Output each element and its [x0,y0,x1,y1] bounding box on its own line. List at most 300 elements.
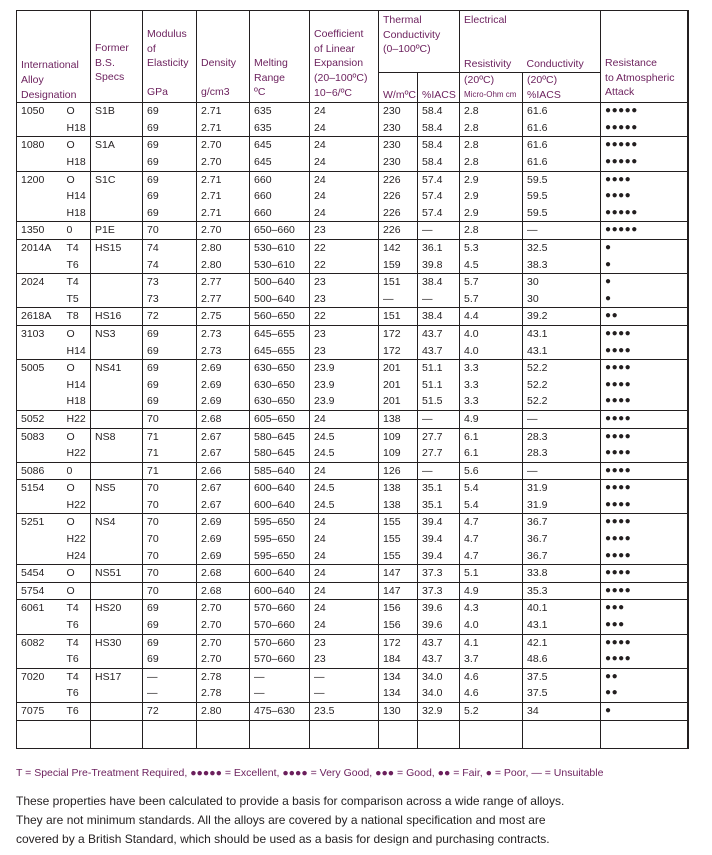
header-linear-expansion: Coefficient of Linear Expansion (20–100ºC) 10−6/ºC [310,11,379,103]
conductivity-value: 36.7 [527,533,548,546]
temper-value: H18 [66,121,86,134]
thermal-wm-value: 156 [383,619,401,632]
conductivity-cell [523,634,601,668]
blank-cell [601,720,689,748]
bs-spec-cell [91,703,143,721]
modulus-cell [143,462,197,480]
atmospheric-rating-value: ●● [605,670,619,682]
bs-spec-text: HS16 [95,310,122,323]
bs-spec-text: NS5 [95,482,116,495]
thermal-wm-cell [379,565,418,583]
resistivity-value: 2.8 [464,121,479,134]
temper-value: T4 [66,636,79,649]
alloy-designation-cell: 1050 [17,103,63,137]
modulus-value: 69 [147,395,159,408]
atmospheric-rating-cell [601,634,689,668]
melting-range-value: 600–640 [254,567,295,580]
alloy-designation-cell: 5454 [17,565,63,583]
expansion-value: 24 [314,105,326,118]
alloy-designation-cell: 7020 [17,668,63,702]
modulus-value: 71 [147,464,159,477]
temper-value: H18 [66,395,86,408]
temper-cell [63,462,91,480]
thermal-wm-cell [379,239,418,273]
atmospheric-rating-cell [601,480,689,514]
expansion-value: 24.5 [314,498,335,511]
thermal-iacs-cell [418,480,460,514]
thermal-wm-value: 147 [383,567,401,580]
thermal-wm-value: 226 [383,190,401,203]
expansion-value: 24 [314,190,326,203]
temper-cell [63,171,91,222]
temper-cell [63,325,91,359]
expansion-value: 23 [314,636,326,649]
atmospheric-rating-value: ●●●●● [605,224,638,236]
melting-range-cell [250,274,310,308]
modulus-value: 69 [147,121,159,134]
thermal-iacs-value: 32.9 [422,705,443,717]
melting-range-value: 595–650 [254,533,295,546]
melting-range-cell [250,480,310,514]
modulus-value: 70 [147,498,159,511]
melting-range-value: 660 [254,190,272,203]
atmospheric-rating-value: ●●●● [605,567,632,579]
modulus-cell [143,171,197,222]
resistivity-cell [460,480,523,514]
alloy-designation-cell: 5754 [17,582,63,600]
thermal-wm-cell [379,668,418,702]
resistivity-value: 2.8 [464,156,479,168]
expansion-value: 24 [314,139,326,152]
density-value: 2.80 [201,241,222,254]
thermal-wm-value: 155 [383,533,401,546]
expansion-value: 23 [314,344,326,357]
thermal-iacs-cell [418,222,460,240]
melting-range-value: 645–655 [254,327,295,340]
modulus-value: 69 [147,344,159,357]
alloy-row [17,703,689,721]
melting-range-value: 475–630 [254,705,295,717]
atmospheric-rating-value: ● [605,276,612,288]
thermal-iacs-value: 58.4 [422,156,443,168]
alloy-row [17,222,689,240]
modulus-cell [143,410,197,428]
melting-range-value: 560–650 [254,310,295,323]
thermal-iacs-value: 57.4 [422,173,443,186]
expansion-cell [310,634,379,668]
density-cell [197,360,250,411]
expansion-value: — [314,670,325,683]
atmospheric-rating-value: ●●●● [605,498,632,510]
alloy-designation-cell: 6061 [17,600,63,634]
alloy-row [17,360,689,411]
expansion-value: 22 [314,310,326,323]
thermal-iacs-value: — [422,464,433,477]
conductivity-value: 38.3 [527,258,548,271]
modulus-value: 69 [147,139,159,152]
alloy-designation-cell: 5251 [17,514,63,565]
modulus-cell [143,703,197,721]
atmospheric-rating-cell [601,325,689,359]
conductivity-cell [523,582,601,600]
header-atmospheric-resistance: Resistance to Atmospheric Attack [601,11,689,103]
temper-value: T8 [66,310,79,323]
thermal-iacs-value: 43.7 [422,653,443,666]
resistivity-cell [460,239,523,273]
temper-cell [63,222,91,240]
alloy-row [17,171,689,222]
alloy-designation-cell: 1200 [17,171,63,222]
resistivity-value: 3.3 [464,395,479,408]
density-value: 2.67 [201,482,222,495]
atmospheric-rating-value: ● [605,292,612,304]
density-value: 2.70 [201,602,222,615]
thermal-wm-value: 130 [383,705,401,717]
conductivity-value: 31.9 [527,482,548,495]
resistivity-cell [460,462,523,480]
conductivity-value: 28.3 [527,430,548,443]
density-value: 2.68 [201,567,222,580]
resistivity-cell [460,514,523,565]
alloy-row [17,582,689,600]
atmospheric-rating-cell [601,171,689,222]
expansion-value: 24.5 [314,482,335,495]
temper-cell [63,103,91,137]
thermal-wm-value: 201 [383,378,401,391]
thermal-iacs-cell [418,634,460,668]
density-value: 2.67 [201,447,222,460]
bs-spec-cell [91,308,143,326]
temper-value: O [66,584,75,597]
thermal-wm-value: 230 [383,105,401,118]
density-value: 2.66 [201,464,222,477]
temper-value: T6 [66,258,79,271]
modulus-cell [143,274,197,308]
temper-value: T4 [66,276,79,289]
atmospheric-rating-cell [601,600,689,634]
header-thermal-wm: W/mºC [379,72,418,102]
blank-cell [418,720,460,748]
temper-value: H22 [66,447,86,460]
expansion-value: 23.5 [314,705,335,717]
expansion-cell [310,410,379,428]
temper-value: O [66,482,75,495]
conductivity-value: 39.2 [527,310,548,323]
atmospheric-rating-value: ● [605,258,612,270]
melting-range-value: 530–610 [254,258,295,271]
thermal-wm-cell [379,410,418,428]
thermal-iacs-value: 35.1 [422,482,443,495]
thermal-iacs-cell [418,565,460,583]
thermal-wm-value: 172 [383,344,401,357]
resistivity-cell [460,171,523,222]
density-cell [197,600,250,634]
atmospheric-rating-value: ●●●● [605,395,632,407]
melting-range-value: 645 [254,156,272,168]
expansion-value: 23 [314,224,326,237]
modulus-value: 69 [147,190,159,203]
temper-value: H22 [66,412,86,425]
expansion-cell [310,239,379,273]
thermal-iacs-value: 58.4 [422,105,443,118]
bs-spec-cell [91,274,143,308]
blank-cell [523,720,601,748]
thermal-iacs-cell [418,668,460,702]
density-value: 2.69 [201,549,222,562]
modulus-cell [143,137,197,171]
expansion-value: 24 [314,156,326,168]
atmospheric-rating-value: ●●●● [605,516,632,528]
modulus-value: 74 [147,241,159,254]
expansion-cell [310,308,379,326]
thermal-wm-value: 151 [383,310,401,323]
melting-range-cell [250,360,310,411]
expansion-value: 24 [314,619,326,632]
alloy-designation-cell: 7075 [17,703,63,721]
expansion-cell [310,325,379,359]
conductivity-cell [523,668,601,702]
atmospheric-rating-value: ●●● [605,602,625,614]
expansion-value: 24 [314,412,326,425]
expansion-value: 24 [314,206,326,219]
thermal-iacs-value: — [422,224,433,237]
temper-value: O [66,362,75,375]
density-value: 2.73 [201,327,222,340]
melting-range-value: 660 [254,173,272,186]
conductivity-value: 59.5 [527,173,548,186]
alloy-properties-table-frame [16,10,688,749]
bs-spec-cell [91,103,143,137]
thermal-iacs-cell [418,410,460,428]
modulus-cell [143,428,197,462]
atmospheric-rating-value: ●●●● [605,533,632,545]
footnote-line: covered by a British Standard, which should be used as a basis for design and purchasing contracts. [16,832,550,846]
header-bs-specs: Former B.S. Specs [91,11,143,103]
atmospheric-rating-cell [601,239,689,273]
expansion-cell [310,274,379,308]
temper-cell [63,360,91,411]
expansion-value: 22 [314,241,326,254]
conductivity-value: 40.1 [527,602,548,615]
conductivity-value: 59.5 [527,206,548,219]
thermal-iacs-value: 43.7 [422,344,443,357]
thermal-iacs-value: 51.1 [422,362,443,375]
thermal-wm-cell [379,582,418,600]
resistivity-cell [460,410,523,428]
bs-spec-text: HS17 [95,670,122,683]
density-cell [197,480,250,514]
expansion-value: 23.9 [314,395,335,408]
density-value: 2.70 [201,653,222,666]
melting-range-cell [250,514,310,565]
density-value: 2.69 [201,395,222,408]
resistivity-value: 5.2 [464,705,479,717]
bs-spec-text: HS30 [95,636,122,649]
atmospheric-rating-value: ●● [605,310,619,322]
resistivity-value: 4.1 [464,636,479,649]
modulus-value: 70 [147,412,159,425]
thermal-wm-value: 184 [383,653,401,666]
temper-value: T6 [66,687,79,700]
density-cell [197,103,250,137]
atmospheric-rating-cell [601,514,689,565]
density-value: 2.75 [201,310,222,323]
conductivity-value: 37.5 [527,670,548,683]
melting-range-cell [250,634,310,668]
expansion-cell [310,514,379,565]
footnote-line: They are not minimum standards. All the alloys are covered by a national specification and most are [16,813,546,827]
modulus-value: 73 [147,276,159,289]
modulus-value: 69 [147,653,159,666]
expansion-value: 24 [314,464,326,477]
density-cell [197,428,250,462]
thermal-iacs-value: 37.3 [422,567,443,580]
temper-cell [63,582,91,600]
modulus-cell [143,360,197,411]
thermal-wm-value: 151 [383,276,401,289]
resistivity-value: 4.3 [464,602,479,615]
melting-range-cell [250,103,310,137]
atmospheric-rating-cell [601,462,689,480]
alloy-designation-cell: 1350 [17,222,63,240]
blank-cell [197,720,250,748]
bs-spec-text: P1E [95,224,115,237]
modulus-value: 70 [147,549,159,562]
resistivity-value: 2.8 [464,105,479,118]
melting-range-value: 595–650 [254,549,295,562]
modulus-value: 69 [147,156,159,168]
atmospheric-rating-cell [601,428,689,462]
modulus-value: 70 [147,567,159,580]
alloy-properties-table [16,10,689,749]
atmospheric-rating-value: ●●●●● [605,156,638,167]
density-value: 2.70 [201,139,222,152]
density-value: 2.73 [201,344,222,357]
resistivity-cell [460,600,523,634]
thermal-iacs-value: 51.5 [422,395,443,408]
thermal-wm-value: 138 [383,412,401,425]
expansion-value: — [314,687,325,700]
bs-spec-cell [91,668,143,702]
atmospheric-rating-value: ● [605,241,612,253]
thermal-wm-value: 155 [383,549,401,562]
thermal-wm-value: 230 [383,156,401,168]
thermal-wm-cell [379,137,418,171]
density-cell [197,222,250,240]
melting-range-cell [250,703,310,721]
bs-spec-text: NS8 [95,430,116,443]
conductivity-value: 34 [527,705,539,717]
melting-range-value: 650–660 [254,224,295,237]
temper-value: T6 [66,619,79,632]
temper-cell [63,428,91,462]
bs-spec-cell [91,171,143,222]
alloy-row [17,239,689,273]
temper-value: T5 [66,292,79,305]
resistivity-cell [460,634,523,668]
conductivity-cell [523,137,601,171]
atmospheric-rating-cell [601,103,689,137]
modulus-cell [143,514,197,565]
thermal-wm-value: 138 [383,498,401,511]
alloy-row [17,274,689,308]
thermal-wm-cell [379,600,418,634]
atmospheric-rating-value: ●●●● [605,464,632,476]
modulus-value: 70 [147,584,159,597]
alloy-row [17,103,689,137]
thermal-iacs-cell [418,103,460,137]
atmospheric-rating-value: ●●●●● [605,105,638,117]
atmospheric-rating-value: ●●●● [605,584,632,596]
conductivity-value: 33.8 [527,567,548,580]
thermal-iacs-cell [418,325,460,359]
melting-range-cell [250,582,310,600]
conductivity-value: — [527,464,538,477]
density-cell [197,668,250,702]
expansion-cell [310,480,379,514]
alloy-designation-cell: 5005 [17,360,63,411]
expansion-value: 24 [314,516,326,529]
resistivity-value: 4.5 [464,258,479,271]
bs-spec-cell [91,360,143,411]
thermal-iacs-value: 58.4 [422,139,443,152]
modulus-value: 69 [147,173,159,186]
bs-spec-text: HS20 [95,602,122,615]
thermal-wm-value: 134 [383,670,401,683]
conductivity-cell [523,274,601,308]
thermal-wm-cell [379,222,418,240]
conductivity-value: 61.6 [527,156,548,168]
expansion-value: 24 [314,173,326,186]
expansion-value: 24 [314,533,326,546]
melting-range-value: 630–650 [254,362,295,375]
thermal-iacs-value: 43.7 [422,636,443,649]
melting-range-value: 635 [254,105,272,118]
thermal-iacs-cell [418,428,460,462]
expansion-value: 22 [314,258,326,271]
thermal-iacs-cell [418,462,460,480]
bs-spec-cell [91,239,143,273]
alloy-designation-cell: 2014A [17,239,63,273]
resistivity-value: 4.6 [464,687,479,700]
melting-range-cell [250,239,310,273]
header-conductivity-units: (20ºC) %IACS [523,72,601,102]
resistivity-cell [460,103,523,137]
alloy-row [17,565,689,583]
temper-value: T4 [66,670,79,683]
thermal-wm-value: 109 [383,447,401,460]
thermal-iacs-value: 39.4 [422,533,443,546]
melting-range-value: 635 [254,121,272,134]
expansion-value: 23.9 [314,362,335,375]
temper-cell [63,514,91,565]
header-electrical: Electrical [460,11,601,58]
conductivity-value: 28.3 [527,447,548,460]
thermal-wm-cell [379,634,418,668]
atmospheric-rating-cell [601,137,689,171]
thermal-iacs-value: 34.0 [422,670,443,683]
expansion-cell [310,582,379,600]
temper-value: 0 [66,464,73,477]
resistivity-value: 3.3 [464,378,479,391]
temper-value: T4 [66,602,79,615]
blank-cell [143,720,197,748]
conductivity-cell [523,410,601,428]
thermal-wm-value: 126 [383,464,401,477]
temper-value: 0 [66,224,73,237]
temper-value: T4 [66,241,79,254]
modulus-value: 69 [147,619,159,632]
